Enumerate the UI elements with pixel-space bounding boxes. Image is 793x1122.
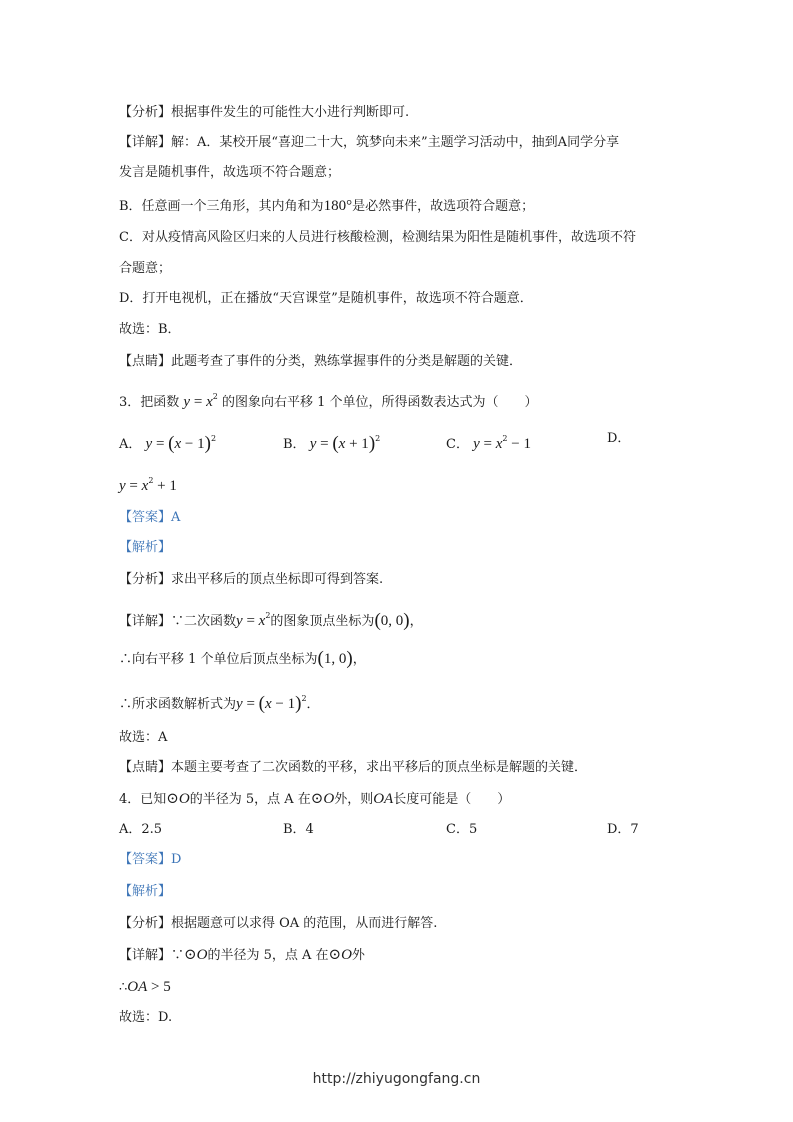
choice-line: 故选：B． <box>119 322 181 337</box>
text: ∴ <box>119 980 128 995</box>
step-2: ∴所求函数解析式为$y = (x - 1)^2$． <box>119 693 320 714</box>
choice-4: 故选：D. <box>119 1010 173 1025</box>
text: 长度可能是（ ） <box>393 792 511 807</box>
text-line: 发言是随机事件，故选项不符合题意； <box>119 165 341 180</box>
question-4: 4．已知⊙O的半径为 5，点 A 在⊙O外，则OA长度可能是（ ） <box>119 791 511 807</box>
answer-4: 【答案】D <box>119 852 182 867</box>
q4-option-a: A．2.5 <box>119 822 163 837</box>
question-3: 3．把函数 $y = x^2$ 的图象向右平移 1 个单位，所得函数表达式为（ ） <box>119 392 538 410</box>
text: ， <box>352 652 366 667</box>
text: 【详解】∵ <box>119 948 185 963</box>
q3-option-a: A． $y = (x - 1)^2$ <box>119 433 217 454</box>
text: 的半径为 5，点 A 在 <box>207 948 329 963</box>
step-4: ∴OA > 5 <box>119 979 171 995</box>
answer-3: 【答案】A <box>119 510 181 525</box>
q4-option-b: B．4 <box>283 822 314 837</box>
question-text: 的图象向右平移 1 个单位，所得函数表达式为（ ） <box>221 395 538 410</box>
option-d-line: D．打开电视机，正在播放“天宫课堂”是随机事件，故选项不符合题意． <box>119 291 533 306</box>
q3-option-c: C． $y = x^2 - 1$ <box>446 434 531 452</box>
math-180: 180° <box>323 198 353 214</box>
comment-line: 【点睛】此题考查了事件的分类，熟练掌握事件的分类是解题的关键． <box>119 354 523 369</box>
text: 的半径为 5，点 A 在 <box>189 792 311 807</box>
math-y-eq-x2: y <box>183 394 191 410</box>
option-b-line <box>119 197 534 216</box>
q4-option-c: C．5 <box>446 822 478 837</box>
text: 的图象顶点坐标为 <box>270 614 375 629</box>
analysis-4: 【分析】根据题意可以求得 OA 的范围，从而进行解答. <box>119 916 438 931</box>
choice-3: 故选：A <box>119 730 168 745</box>
text-line: 合题意； <box>119 261 172 276</box>
option-label: A． <box>119 437 142 452</box>
comment-3: 【点睛】本题主要考查了二次函数的平移，求出平移后的顶点坐标是解题的关键． <box>119 760 588 775</box>
q4-option-d: D．7 <box>607 822 639 837</box>
detail-4: 【详解】∵⊙O的半径为 5，点 A 在⊙O外 <box>119 947 365 963</box>
option-c-line: C．对从疫情高风险区归来的人员进行核酸检测，检测结果为阳性是随机事件，故选项不符 <box>119 230 636 245</box>
option-label: C． <box>446 437 469 452</box>
step-1: ∴向右平移 1 个单位后顶点坐标为(1, 0)， <box>119 648 366 669</box>
text: 4．已知 <box>119 792 167 807</box>
text: ， <box>409 614 423 629</box>
text: 外，则 <box>334 792 374 807</box>
analysis-line: 【分析】根据事件发生的可能性大小进行判断即可. <box>119 105 410 120</box>
text: ∴所求函数解析式为 <box>119 697 237 712</box>
detail-3: 【详解】∵二次函数$y = x^2$的图象顶点坐标为(0, 0)， <box>119 610 423 631</box>
detail-line: 【详解】解：A．某校开展“喜迎二十大，筑梦向未来”主题学习活动中，抽到A同学分享 <box>119 135 620 150</box>
text: 外 <box>351 948 365 963</box>
explanation-4: 【解析】 <box>119 884 172 899</box>
q3-option-d-label: D． <box>607 431 631 446</box>
text: 是必然事件，故选项符合题意； <box>352 199 535 214</box>
text: ∴向右平移 1 个单位后顶点坐标为 <box>119 652 318 667</box>
explanation-3: 【解析】 <box>119 540 172 555</box>
text: ． <box>306 697 320 712</box>
analysis-3: 【分析】求出平移后的顶点坐标即可得到答案. <box>119 572 384 587</box>
q3-option-d-expr: $y = x^2 + 1$ <box>119 476 177 494</box>
footer-url: http://zhiyugongfang.cn <box>312 1071 481 1087</box>
question-text: 3．把函数 <box>119 395 180 410</box>
text: 【详解】∵二次函数 <box>119 614 237 629</box>
option-label: B． <box>283 437 306 452</box>
q3-option-b: B． $y = (x + 1)^2$ <box>283 433 381 454</box>
text: B．任意画一个三角形，其内角和为 <box>119 199 324 214</box>
